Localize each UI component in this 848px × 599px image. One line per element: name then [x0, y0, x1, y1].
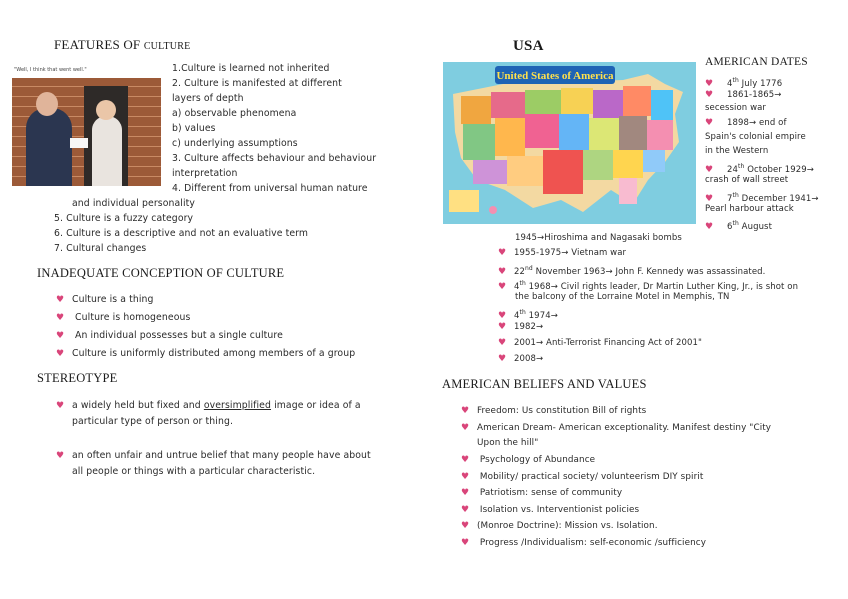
- belief-item: ♥ (Monroe Doctrine): Mission vs. Isolation.: [461, 519, 658, 534]
- date-1861: ♥ 1861-1865→: [705, 88, 781, 103]
- belief-item: ♥ Isolation vs. Interventionist policies: [461, 503, 639, 518]
- heart-bullet-icon: ♥: [498, 310, 507, 321]
- inadequate-title: INADEQUATE CONCEPTION OF CULTURE: [37, 266, 285, 280]
- usa-map-image: [443, 62, 696, 224]
- feature-2c: c) underlying assumptions: [172, 138, 298, 149]
- date-1941-desc: Pearl harbour attack: [705, 204, 794, 214]
- date-1941: ♥ 7th December 1941→: [705, 188, 819, 207]
- belief-item: ♥ Patriotism: sense of community: [461, 486, 622, 501]
- heart-bullet-icon: ♥: [498, 354, 507, 364]
- date-1945-desc: 1945→Hiroshima and Nagasaki bombs: [515, 233, 682, 243]
- heart-bullet-icon: ♥: [705, 78, 714, 89]
- heart-bullet-icon: ♥: [498, 338, 507, 348]
- heart-bullet-icon: ♥: [461, 423, 470, 433]
- heart-bullet-icon: ♥: [461, 521, 470, 531]
- dates-title: AMERICAN DATES: [705, 56, 808, 68]
- heart-bullet-icon: ♥: [56, 349, 65, 359]
- feature-5: 5. Culture is a fuzzy category: [54, 213, 194, 224]
- feature-2b: b) values: [172, 123, 216, 134]
- heart-bullet-icon: ♥: [705, 221, 714, 232]
- date-1898-desc: Spain's colonial empire: [705, 132, 806, 142]
- heart-bullet-icon: ♥: [461, 455, 470, 465]
- date-1898: ♥ 1898→ end of: [705, 116, 787, 131]
- stereotype-def-1: ♥ a widely held but fixed and oversimplified image or idea of a: [56, 398, 361, 414]
- heart-bullet-icon: ♥: [56, 401, 65, 411]
- features-title: FEATURES OF CULTURE: [54, 37, 191, 52]
- heart-bullet-icon: ♥: [461, 488, 470, 498]
- inadequate-item: ♥ Culture is a thing: [56, 292, 154, 308]
- inadequate-item: ♥ Culture is uniformly distributed among members of a group: [56, 346, 355, 362]
- stereotype-title: STEREOTYPE: [37, 371, 118, 385]
- date-1861-desc: secession war: [705, 103, 767, 113]
- feature-4-cont: and individual personality: [72, 198, 195, 209]
- heart-bullet-icon: ♥: [498, 322, 507, 332]
- date-1776: ♥ 4th July 1776: [705, 73, 782, 92]
- stereotype-def-1-cont: particular type of person or thing.: [72, 416, 234, 427]
- feature-2-cont: layers of depth: [172, 93, 244, 104]
- heart-bullet-icon: ♥: [705, 193, 714, 204]
- politician-photo: [12, 78, 161, 186]
- heart-bullet-icon: ♥: [498, 266, 507, 277]
- date-1955: ♥ 1955-1975→ Vietnam war: [498, 246, 626, 261]
- beliefs-title: AMERICAN BELIEFS AND VALUES: [442, 377, 647, 391]
- feature-3: 3. Culture affects behaviour and behaviour: [172, 153, 377, 164]
- feature-2a: a) observable phenomena: [172, 108, 297, 119]
- feature-2: 2. Culture is manifested at different: [172, 78, 342, 89]
- heart-bullet-icon: ♥: [498, 281, 507, 292]
- heart-bullet-icon: ♥: [461, 505, 470, 515]
- feature-3-cont: interpretation: [172, 168, 238, 179]
- inadequate-item: ♥ Culture is homogeneous: [56, 310, 190, 326]
- heart-bullet-icon: ♥: [461, 538, 470, 548]
- heart-bullet-icon: ♥: [56, 451, 65, 461]
- map-banner: United States of America: [496, 70, 614, 82]
- heart-bullet-icon: ♥: [705, 164, 714, 175]
- belief-item: ♥ Psychology of Abundance: [461, 453, 595, 468]
- heart-bullet-icon: ♥: [56, 295, 65, 305]
- feature-1: 1.Culture is learned not inherited: [172, 63, 330, 74]
- date-1974: ♥ 4th 1974→: [498, 305, 558, 324]
- heart-bullet-icon: ♥: [461, 472, 470, 482]
- date-1945: ♥ 6th August: [705, 216, 772, 235]
- inadequate-item: ♥ An individual possesses but a single culture: [56, 328, 283, 344]
- date-1898-desc-2: in the Western: [705, 146, 769, 156]
- date-2008: ♥ 2008→: [498, 352, 543, 367]
- heart-bullet-icon: ♥: [56, 313, 65, 323]
- heart-bullet-icon: ♥: [56, 331, 65, 341]
- heart-bullet-icon: ♥: [498, 248, 507, 258]
- belief-item: ♥ Mobility/ practical society/ volunteerism DIY spirit: [461, 470, 703, 485]
- underlined-word: oversimplified: [203, 400, 272, 411]
- date-1929: ♥ 24th October 1929→: [705, 159, 814, 178]
- feature-6: 6. Culture is a descriptive and not an evaluative term: [54, 228, 309, 239]
- belief-item: ♥ American Dream- American exceptionality. Manifest destiny "City: [461, 421, 771, 436]
- stereotype-def-2-cont: all people or things with a particular characteristic.: [72, 466, 316, 477]
- heart-bullet-icon: ♥: [705, 90, 714, 100]
- stereotype-def-2: ♥ an often unfair and untrue belief that many people have about: [56, 448, 371, 464]
- date-1929-desc: crash of wall street: [705, 175, 789, 185]
- belief-item: ♥ Progress /Individualism: self-economic /sufficiency: [461, 536, 706, 551]
- date-1982: ♥ 1982→: [498, 320, 543, 335]
- date-1968: ♥ 4th 1968→ Civil rights leader, Dr Martin Luther King, Jr., is shot on: [498, 276, 798, 295]
- date-1963: ♥ 22nd November 1963→ John F. Kennedy was assassinated.: [498, 261, 765, 280]
- image-caption: "Well, I think that went well.": [14, 67, 87, 73]
- feature-7: 7. Cultural changes: [54, 243, 147, 254]
- usa-title: USA: [513, 38, 544, 54]
- feature-4: 4. Different from universal human nature: [172, 183, 368, 194]
- date-1968-desc: the balcony of the Lorraine Motel in Memphis, TN: [515, 292, 730, 302]
- heart-bullet-icon: ♥: [461, 406, 470, 416]
- heart-bullet-icon: ♥: [705, 118, 714, 128]
- belief-item-cont: Upon the hill": [477, 438, 539, 448]
- belief-item: ♥ Freedom: Us constitution Bill of rights: [461, 404, 646, 419]
- date-2001: ♥ 2001→ Anti-Terrorist Financing Act of 2001": [498, 336, 702, 351]
